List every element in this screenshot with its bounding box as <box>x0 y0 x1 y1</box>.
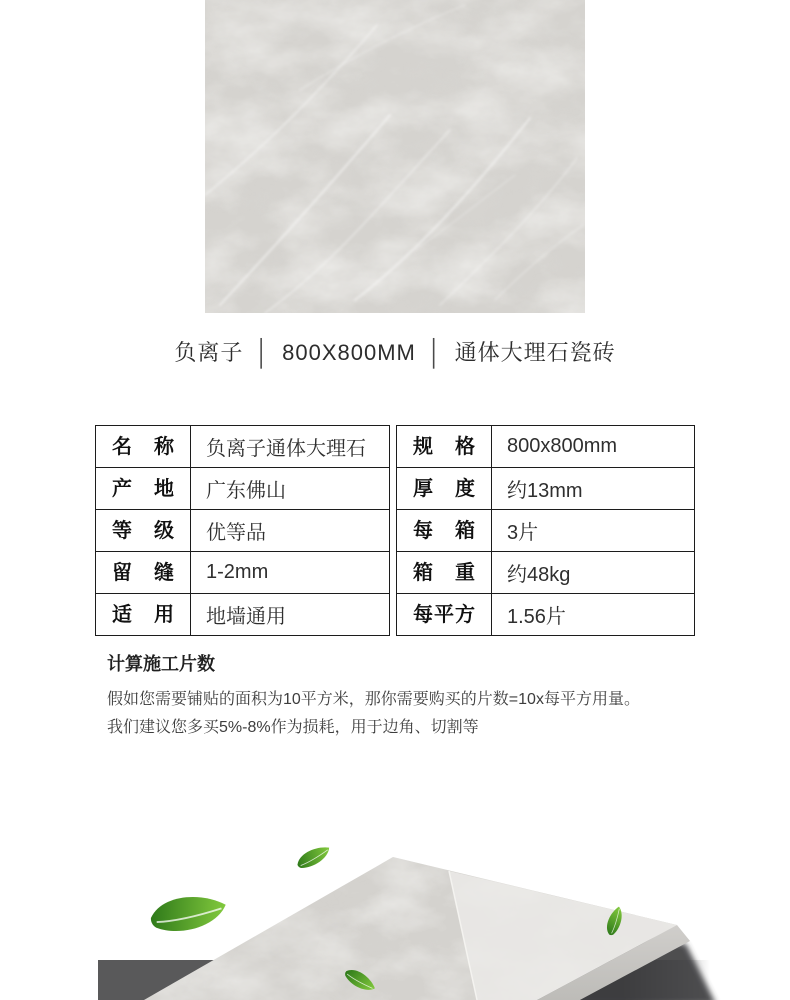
spec-value: 1-2mm <box>206 561 269 583</box>
spec-value: 约13mm <box>507 480 583 502</box>
spec-label-cell <box>96 426 191 467</box>
spec-value: 3片 <box>507 522 539 544</box>
product-title <box>0 336 790 367</box>
spec-label-cell <box>397 468 492 509</box>
spec-label-cell <box>397 594 492 635</box>
marble-texture-graphic <box>205 0 585 313</box>
spec-value: 1.56片 <box>507 606 566 628</box>
spec-table-left <box>95 425 390 636</box>
spec-label: 适用 <box>112 603 174 626</box>
product-tile-image <box>205 0 585 313</box>
spec-label: 等级 <box>112 519 174 542</box>
table-row <box>397 594 694 635</box>
table-row <box>96 594 389 635</box>
table-row <box>397 510 694 552</box>
spec-tables <box>95 425 695 636</box>
calc-heading: 计算施工片数 <box>107 654 215 674</box>
spec-value: 800x800mm <box>507 435 618 457</box>
spec-label: 规格 <box>413 435 475 458</box>
table-row <box>397 552 694 594</box>
leaf-icon <box>150 895 226 934</box>
title-part-type: 通体大理石瓷砖 <box>454 340 616 365</box>
calc-text-line2: 我们建议您多买5%-8%作为损耗，用于边角、切割等 <box>107 719 479 736</box>
table-row <box>96 468 389 510</box>
spec-label: 厚度 <box>413 477 475 500</box>
table-row <box>397 426 694 468</box>
calc-section <box>107 650 707 742</box>
spec-label: 留缝 <box>112 561 174 584</box>
title-part-series: 负离子 <box>174 340 244 365</box>
leaf-icon <box>295 845 333 870</box>
spec-label-cell <box>397 426 492 467</box>
footer-art <box>0 840 790 1000</box>
spec-label-cell <box>96 468 191 509</box>
spec-label: 箱重 <box>413 561 475 584</box>
spec-value: 负离子通体大理石 <box>206 438 366 460</box>
spec-label-cell <box>96 510 191 551</box>
spec-value: 广东佛山 <box>206 480 286 502</box>
spec-label-cell <box>397 510 492 551</box>
tilted-tile-graphic <box>0 840 790 1000</box>
title-separator: │ <box>427 338 443 367</box>
spec-label: 名称 <box>112 435 174 458</box>
calc-text-line1: 假如您需要铺贴的面积为10平方米，那你需要购买的片数=10x每平方用量。 <box>107 691 640 708</box>
spec-value: 约48kg <box>507 564 571 586</box>
spec-label: 每箱 <box>413 519 475 542</box>
spec-value: 优等品 <box>206 522 266 544</box>
spec-label-cell <box>96 594 191 635</box>
spec-value: 地墙通用 <box>206 606 286 628</box>
table-row <box>96 552 389 594</box>
table-row <box>96 426 389 468</box>
spec-label-cell <box>96 552 191 593</box>
title-part-size: 800X800MM <box>282 340 416 365</box>
spec-table-right <box>396 425 695 636</box>
spec-label-cell <box>397 552 492 593</box>
table-row <box>96 510 389 552</box>
spec-label: 产地 <box>112 477 174 500</box>
spec-label: 每平方 <box>413 603 475 626</box>
title-separator: │ <box>255 338 271 367</box>
table-row <box>397 468 694 510</box>
